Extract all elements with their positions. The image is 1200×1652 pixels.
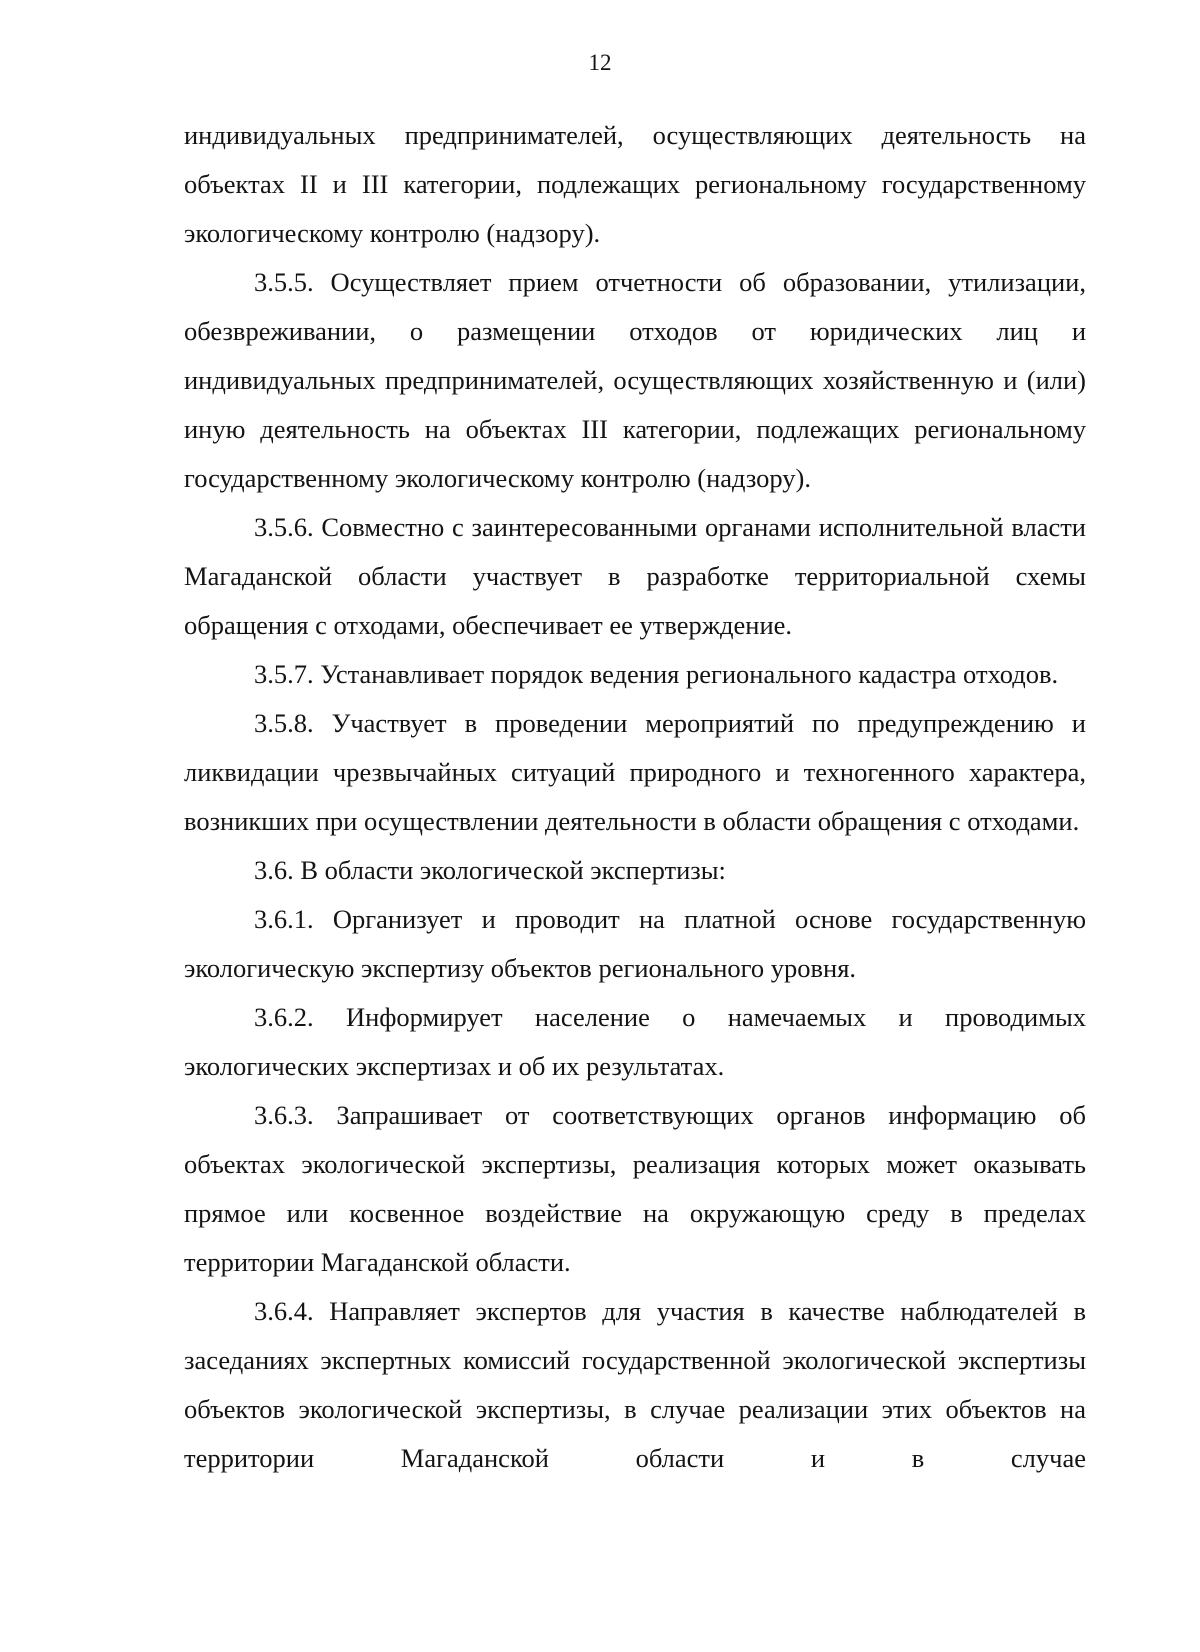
section-heading-3-6: 3.6. В области экологической экспертизы: — [254, 855, 726, 885]
paragraph-3-5-6: 3.5.6. Совместно с заинтересованными органами исполнительной власти Магаданской области участвует в разработке территориальной схемы обращения с отходами, обеспечивает ее утверждение. — [184, 512, 1086, 640]
paragraph-3-6-2: 3.6.2. Информирует население о намечаемых и проводимых экологических экспертизах и об их результатах. — [184, 1002, 1086, 1081]
page-number: 12 — [588, 50, 612, 75]
paragraph-3-6-4: 3.6.4. Направляет экспертов для участия в качестве наблюдателей в заседаниях экспертных комиссий государственной экологической экспертизы объектов экологической экспертизы, в случае реализации этих объектов на территории Магаданской области и в случае — [184, 1296, 1086, 1473]
paragraph-3-6-3: 3.6.3. Запрашивает от соответствующих органов информацию об объектах экологической экспертизы, реализация которых может оказывать прямое или косвенное воздействие на окружающую среду в пределах территории Магаданской области. — [184, 1100, 1086, 1277]
paragraph-3-5-7: 3.5.7. Устанавливает порядок ведения регионального кадастра отходов. — [254, 659, 1059, 689]
paragraph-3-6-1: 3.6.1. Организует и проводит на платной основе государственную экологическую экспертизу объектов регионального уровня. — [184, 904, 1086, 983]
paragraph-3-5-5: 3.5.5. Осуществляет прием отчетности об образовании, утилизации, обезвреживании, о размещении отходов от юридических лиц и индивидуальных предпринимателей, осуществляющих хозяйственную и (или) иную деятельность на объектах III категории, подлежащих региональному государственному экологическому контролю (надзору). — [184, 267, 1086, 493]
paragraph: индивидуальных предпринимателей, осуществляющих деятельность на объектах II и III категории, подлежащих региональному государственному экологическому контролю (надзору). — [184, 120, 1086, 248]
document-body — [184, 111, 1086, 1483]
paragraph-3-5-8: 3.5.8. Участвует в проведении мероприятий по предупреждению и ликвидации чрезвычайных ситуаций природного и техногенного характера, возникших при осуществлении деятельности в области обращения с отходами. — [184, 708, 1086, 836]
